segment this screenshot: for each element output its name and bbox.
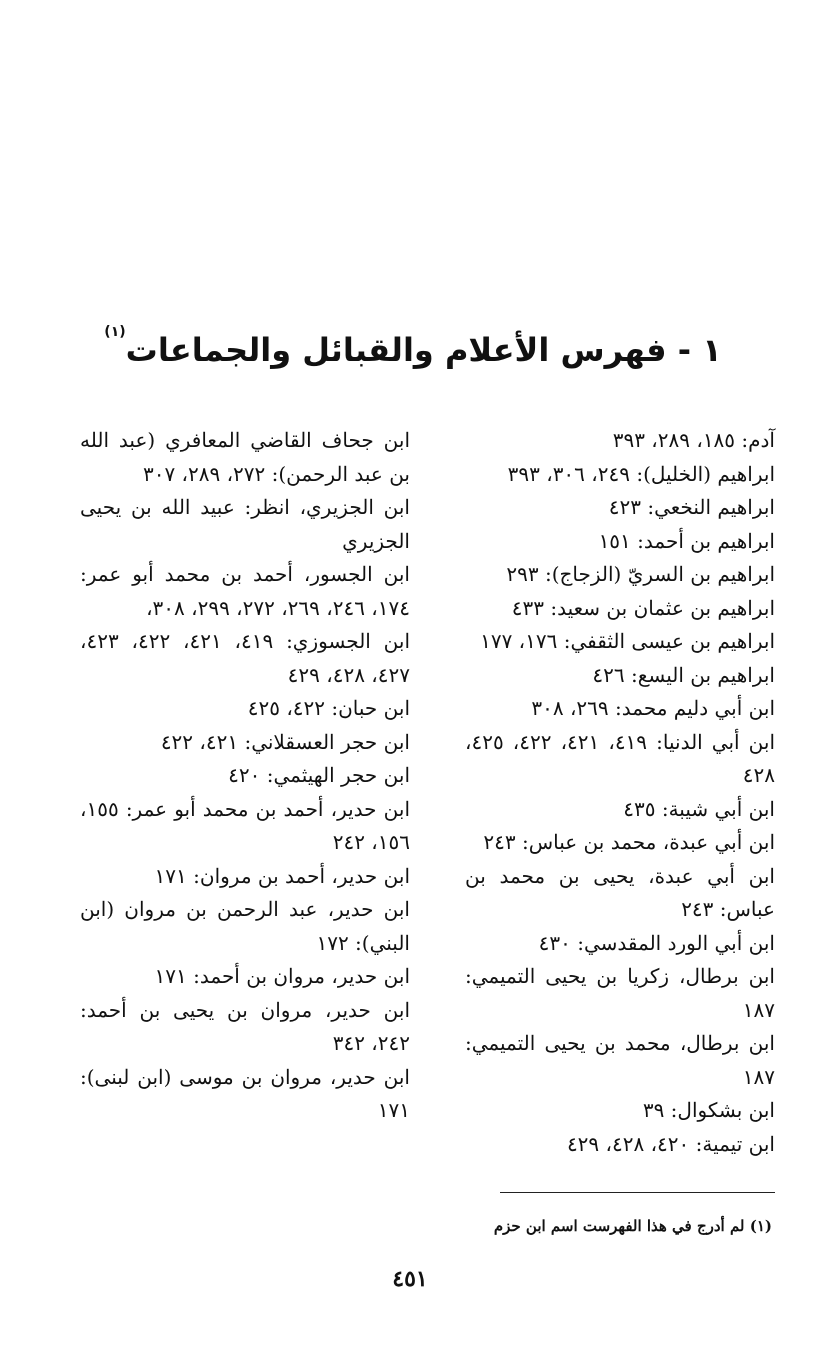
index-entry: ابراهيم (الخليل): ٢٤٩، ٣٠٦، ٣٩٣: [507, 461, 775, 486]
index-entry: ابراهيم النخعي: ٤٢٣: [608, 495, 775, 519]
index-entry: ابراهيم بن اليسع: ٤٢٦: [592, 662, 775, 687]
index-column-left: [80, 424, 410, 1128]
page-number: ٤٥١: [392, 1266, 428, 1292]
title-text: ١ - فهرس الأعلام والقبائل والجماعات: [125, 331, 722, 369]
footnote: (١) لم أدرج في هذا الفهرست اسم ابن حزم: [493, 1217, 772, 1235]
index-entry: ابن تيمية: ٤٢٠، ٤٢٨، ٤٢٩: [566, 1131, 775, 1156]
index-entry: ابراهيم بن عيسى الثقفي: ١٧٦، ١٧٧: [480, 629, 775, 653]
index-entry: ابن حدير، عبد الرحمن بن مروان (ابن البني): ١٧٢: [80, 897, 410, 955]
index-entry: ابن حدير، أحمد بن محمد أبو عمر: ١٥٥، ١٥٦، ٢٤٢: [80, 796, 410, 854]
index-entry: ابن الجسوزي: ٤١٩، ٤٢١، ٤٢٢، ٤٢٣، ٤٢٧، ٤٢٨، ٤٢٩: [80, 629, 411, 687]
index-entry: ابن حدير، أحمد بن مروان: ١٧١: [154, 863, 410, 888]
index-entry: ابن حبان: ٤٢٢، ٤٢٥: [247, 696, 410, 720]
index-entry: ابن حجر العسقلاني: ٤٢١، ٤٢٢: [160, 729, 410, 754]
index-entry: ابن الجزيري، انظر: عبيد الله بن يحيى الجزيري: [80, 495, 410, 553]
index-entry: ابن الجسور، أحمد بن محمد أبو عمر: ١٧٤، ٢٤٦، ٢٦٩، ٢٧٢، ٢٩٩، ٣٠٨،: [80, 562, 410, 620]
index-entry: ابن بشكوال: ٣٩: [642, 1098, 775, 1122]
index-entry: ابن أبي عبدة، يحيى بن محمد بن عباس: ٢٤٣: [465, 863, 775, 921]
index-entry: ابراهيم بن السريّ (الزجاج): ٢٩٣: [506, 562, 775, 586]
footnote-divider: [500, 1192, 775, 1193]
index-entry: ابن أبي شيبة: ٤٣٥: [623, 796, 775, 821]
footnote-marker: (١): [104, 324, 126, 340]
index-entry: ابن أبي دليم محمد: ٢٦٩، ٣٠٨: [531, 696, 775, 720]
index-entry: ابراهيم بن عثمان بن سعيد: ٤٣٣: [511, 595, 775, 620]
index-column-right: [465, 424, 775, 1161]
index-entry: ابن برطال، زكريا بن يحيى التميمي: ١٨٧: [465, 964, 775, 1022]
index-entry: ابن أبي الدنيا: ٤١٩، ٤٢١، ٤٢٢، ٤٢٥، ٤٢٨: [465, 729, 776, 787]
index-entry: ابن أبي الورد المقدسي: ٤٣٠: [538, 930, 775, 955]
index-entry: ابن حدير، مروان بن موسى (ابن لبنى): ١٧١: [80, 1064, 410, 1122]
index-entry: ابن حدير، مروان بن يحيى بن أحمد: ٢٤٢، ٣٤٢: [80, 997, 410, 1055]
index-entry: آدم: ١٨٥، ٢٨٩، ٣٩٣: [612, 428, 775, 452]
index-entry: ابن حدير، مروان بن أحمد: ١٧١: [154, 964, 410, 988]
index-entry: ابراهيم بن أحمد: ١٥١: [598, 528, 775, 553]
index-entry: ابن جحاف القاضي المعافري (عبد الله بن عبد الرحمن): ٢٧٢، ٢٨٩، ٣٠٧: [80, 428, 410, 486]
index-entry: ابن حجر الهيثمي: ٤٢٠: [228, 763, 410, 787]
index-title: [0, 320, 820, 380]
index-entry: ابن برطال، محمد بن يحيى التميمي: ١٨٧: [465, 1031, 775, 1089]
index-entry: ابن أبي عبدة، محمد بن عباس: ٢٤٣: [483, 830, 775, 854]
